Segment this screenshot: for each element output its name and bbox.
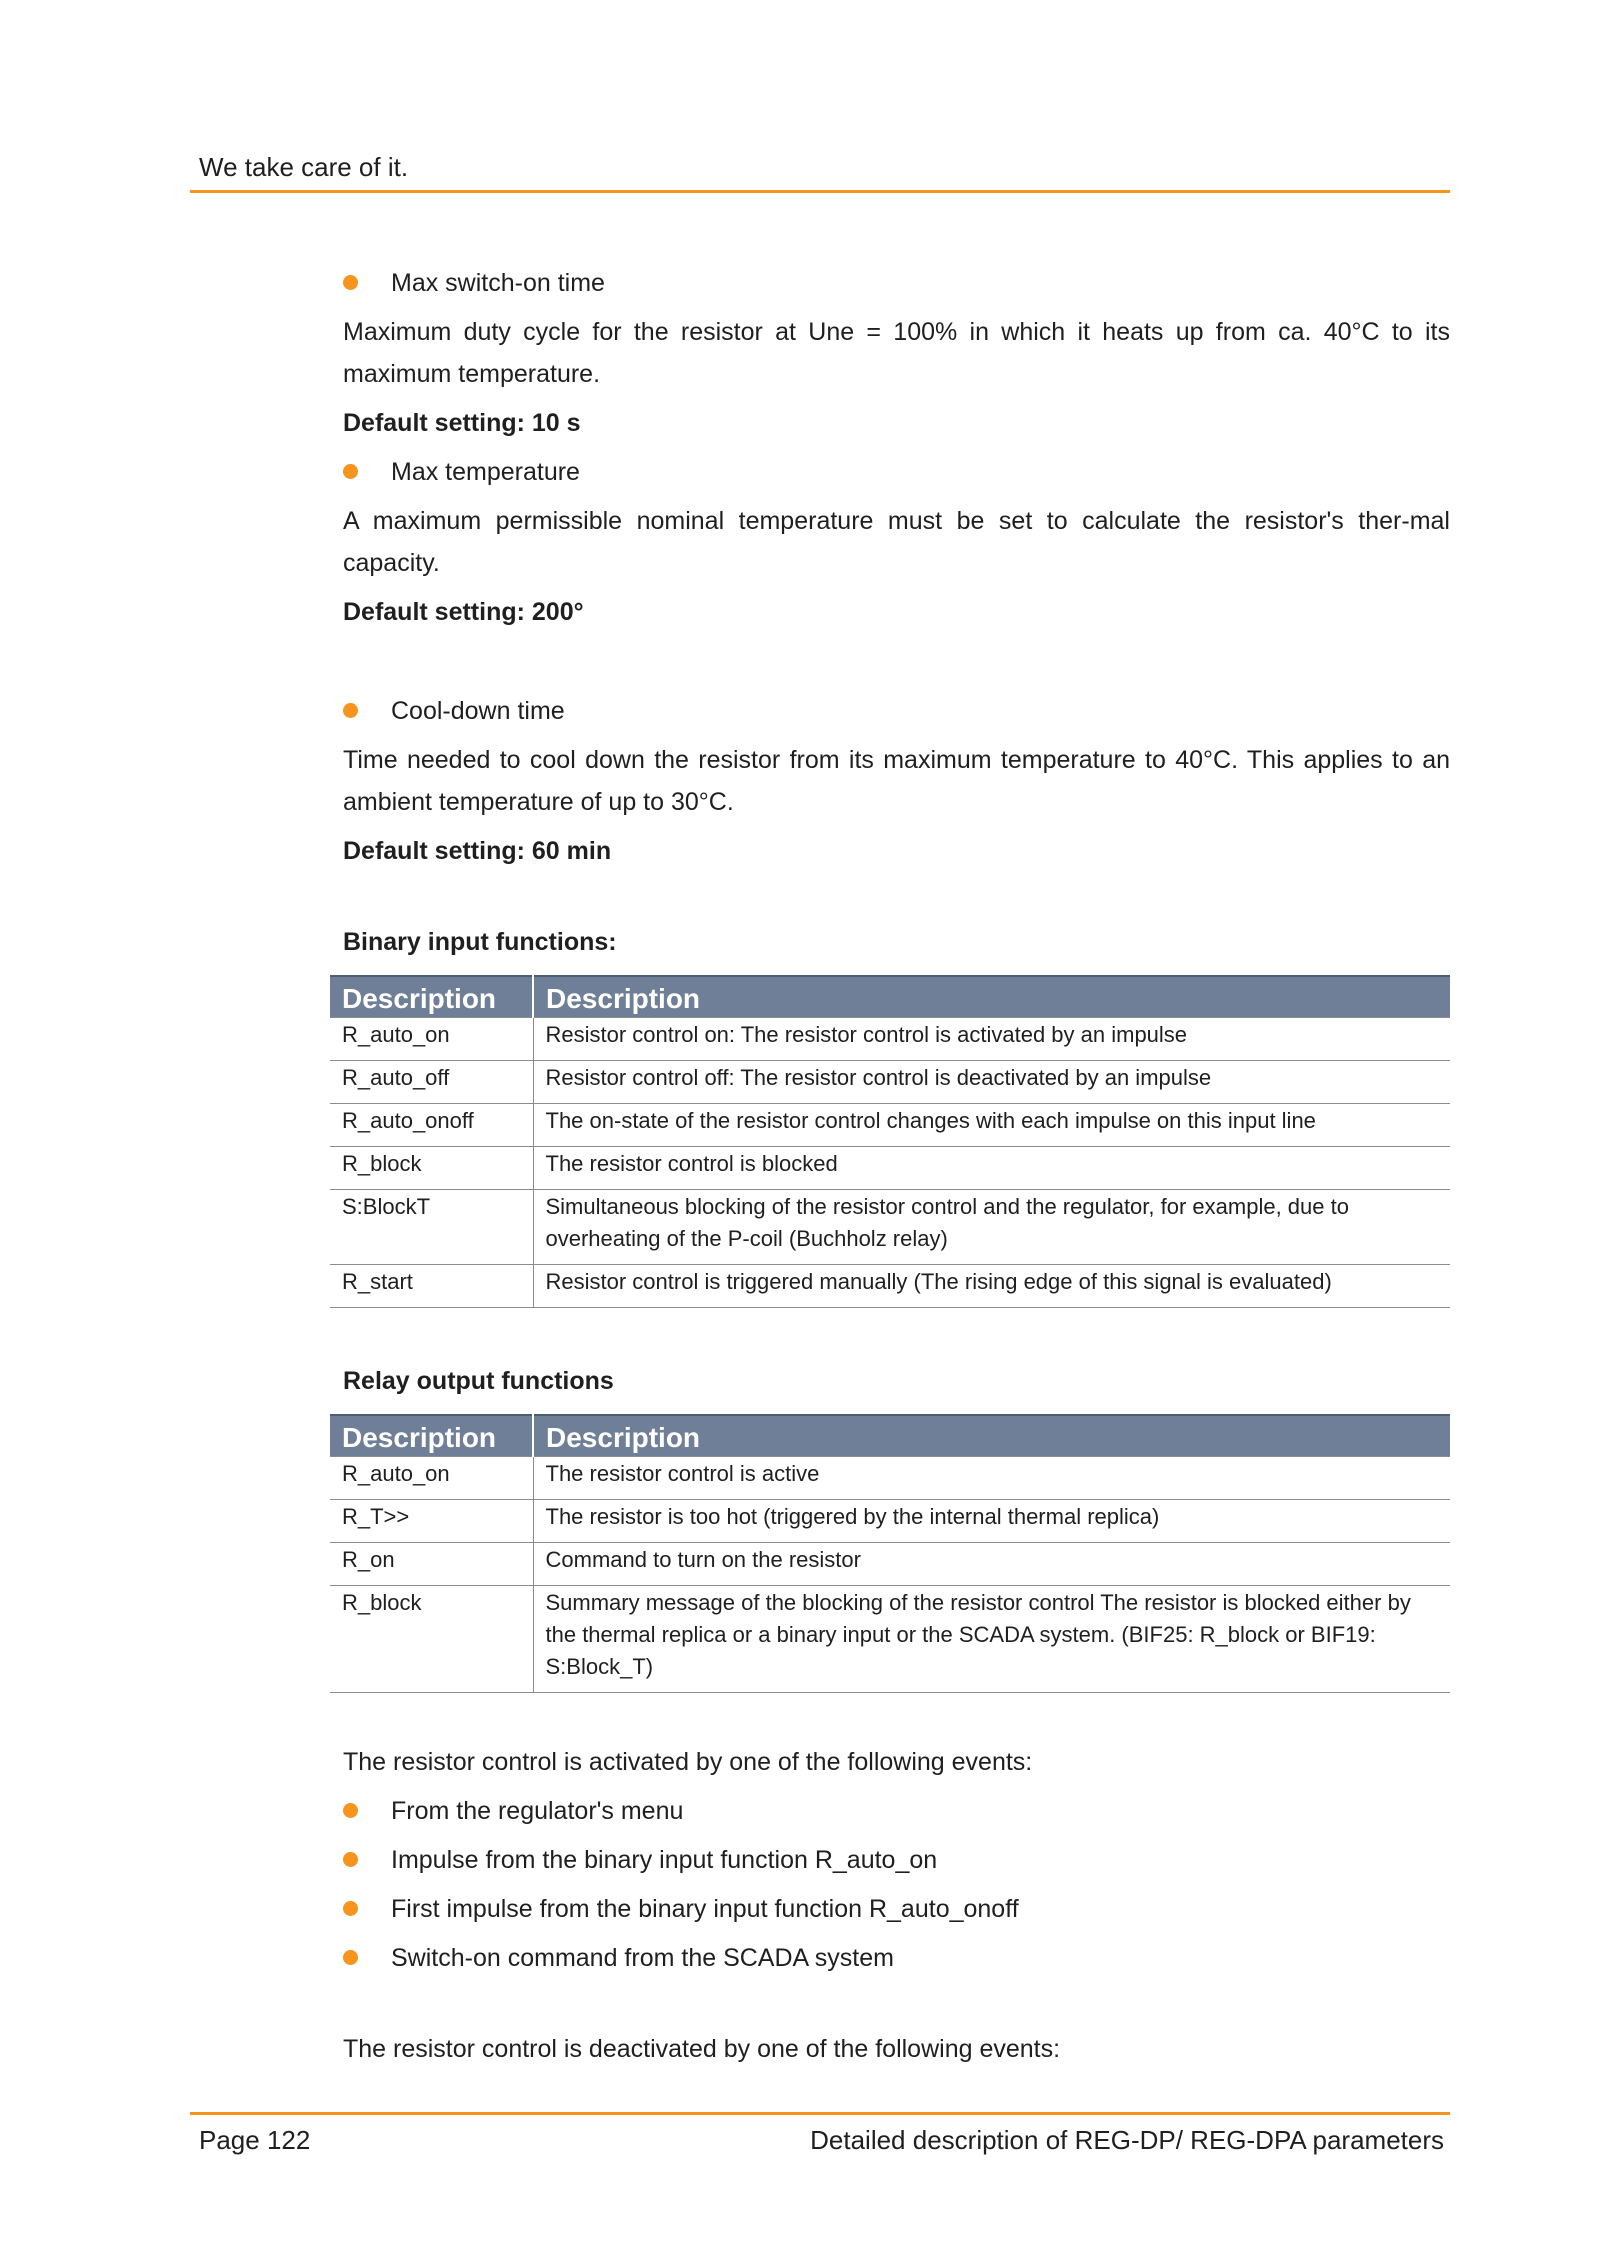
binary-inputs-title: Binary input functions:	[343, 928, 617, 956]
column-header: Description	[533, 976, 1450, 1018]
bullet-dot-icon	[343, 1852, 358, 1867]
deactivation-intro: The resistor control is deactivated by one of the following events:	[343, 2035, 1061, 2063]
function-name: R_auto_off	[330, 1061, 533, 1104]
table-row	[330, 1104, 1450, 1147]
bullet-max-switch-on	[343, 262, 1450, 304]
bullet-dot-icon	[343, 1901, 358, 1916]
bullet-dot-icon	[343, 1803, 358, 1818]
function-name: R_auto_on	[330, 1457, 533, 1500]
column-header: Description	[330, 1415, 533, 1457]
paragraph: Time needed to cool down the resistor from its maximum temperature to 40°C. This applies to an ambient temperature of up to 30°C.	[343, 746, 1450, 816]
bullet-label: Impulse from the binary input function R_auto_on	[391, 1846, 938, 1874]
page-content	[343, 262, 1450, 2077]
bullet-label: From the regulator's menu	[391, 1797, 684, 1825]
default-setting: Default setting: 10 s	[343, 409, 581, 437]
activation-item	[343, 1790, 1450, 1832]
default-setting: Default setting: 200°	[343, 598, 584, 626]
default-setting: Default setting: 60 min	[343, 837, 612, 865]
paragraph: Maximum duty cycle for the resistor at Une = 100% in which it heats up from ca. 40°C to its maximum temperature.	[343, 318, 1450, 388]
relay-outputs-table	[330, 1414, 1450, 1693]
function-description: Resistor control is triggered manually (The rising edge of this signal is evaluated)	[533, 1265, 1450, 1308]
bullet-label: Switch-on command from the SCADA system	[391, 1944, 894, 1972]
footer-title: Detailed description of REG-DP/ REG-DPA parameters	[810, 2125, 1444, 2155]
function-description: Simultaneous blocking of the resistor control and the regulator, for example, due to overheating of the P-coil (Buchholz relay)	[533, 1190, 1450, 1265]
footer-rule	[190, 2112, 1450, 2115]
table-row	[330, 1457, 1450, 1500]
bullet-dot-icon	[343, 275, 358, 290]
bullet-label: Cool-down time	[391, 697, 565, 725]
bullet-label: First impulse from the binary input function R_auto_onoff	[391, 1895, 1019, 1923]
table-row	[330, 1543, 1450, 1586]
paragraph: A maximum permissible nominal temperature must be set to calculate the resistor's ther-mal capacity.	[343, 507, 1450, 577]
function-description: Resistor control off: The resistor control is deactivated by an impulse	[533, 1061, 1450, 1104]
activation-item	[343, 1839, 1450, 1881]
bullet-dot-icon	[343, 703, 358, 718]
table-row	[330, 1500, 1450, 1543]
table-row	[330, 1061, 1450, 1104]
activation-item	[343, 1888, 1450, 1930]
column-header: Description	[533, 1415, 1450, 1457]
function-description: Summary message of the blocking of the resistor control The resistor is blocked either by the thermal replica or a binary input or the SCADA system. (BIF25: R_block or BIF19: S:Block_T)	[533, 1586, 1450, 1693]
table-row	[330, 1147, 1450, 1190]
function-name: R_auto_onoff	[330, 1104, 533, 1147]
bullet-label: Max switch-on time	[391, 269, 605, 297]
table-row	[330, 1018, 1450, 1061]
activation-item	[343, 1937, 1450, 1979]
relay-outputs-title: Relay output functions	[343, 1367, 614, 1395]
function-description: Resistor control on: The resistor control is activated by an impulse	[533, 1018, 1450, 1061]
column-header: Description	[330, 976, 533, 1018]
bullet-dot-icon	[343, 464, 358, 479]
header-rule	[190, 190, 1450, 193]
table-row	[330, 1265, 1450, 1308]
page-number: Page 122	[199, 2125, 311, 2155]
function-name: R_block	[330, 1147, 533, 1190]
activation-intro: The resistor control is activated by one of the following events:	[343, 1748, 1033, 1776]
function-name: S:BlockT	[330, 1190, 533, 1265]
function-name: R_start	[330, 1265, 533, 1308]
function-description: The resistor control is blocked	[533, 1147, 1450, 1190]
function-name: R_block	[330, 1586, 533, 1693]
bullet-max-temperature	[343, 451, 1450, 493]
table-row	[330, 1190, 1450, 1265]
function-name: R_on	[330, 1543, 533, 1586]
function-description: The resistor control is active	[533, 1457, 1450, 1500]
bullet-cool-down	[343, 690, 1450, 732]
bullet-label: Max temperature	[391, 458, 580, 486]
function-description: The on-state of the resistor control changes with each impulse on this input line	[533, 1104, 1450, 1147]
table-row	[330, 1586, 1450, 1693]
function-description: The resistor is too hot (triggered by the internal thermal replica)	[533, 1500, 1450, 1543]
function-description: Command to turn on the resistor	[533, 1543, 1450, 1586]
bullet-dot-icon	[343, 1950, 358, 1965]
function-name: R_T>>	[330, 1500, 533, 1543]
function-name: R_auto_on	[330, 1018, 533, 1061]
header-tagline: We take care of it.	[199, 152, 409, 182]
binary-inputs-table	[330, 975, 1450, 1308]
